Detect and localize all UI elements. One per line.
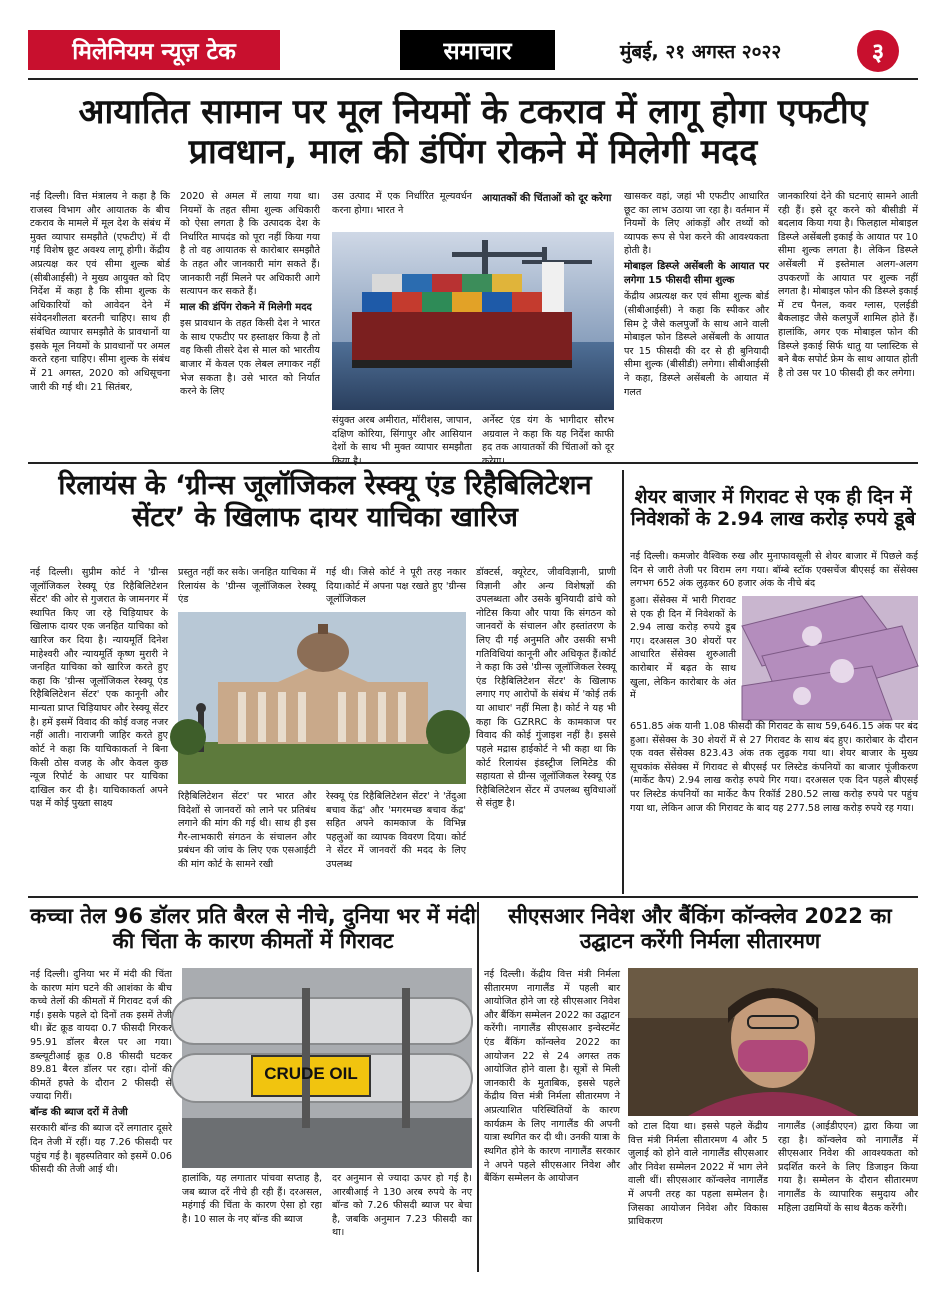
story1-col3-subhead-box bbox=[482, 190, 612, 228]
story4-headline: कच्चा तेल 96 डॉलर प्रति बैरल से नीचे, दुनिया भर में मंदी की चिंता के कारण कीमतों में गिरावट bbox=[30, 904, 476, 953]
finance-minister-photo bbox=[628, 968, 918, 1116]
dateline: मुंबई, २१ अगस्त २०२२ bbox=[620, 41, 782, 63]
divider-1 bbox=[28, 462, 918, 464]
story3-top: नई दिल्ली। कमजोर वैश्विक रुख और मुनाफावसूली से शेयर बाजार में पिछले कई दिन से जारी तेजी पर विराम लग गया। बॉम्बे स्टॉक एक्सचेंज बीएसई का सेंसेक्स लगभग 652 अंक लुढ़कर 60 हजार अंक के नीचे बंद bbox=[630, 551, 918, 590]
crude-oil-label: CRUDE OIL bbox=[264, 1064, 358, 1083]
supreme-court-photo bbox=[178, 612, 466, 784]
story2-col4: डॉक्टर्स, क्यूरेटर, जीवविज्ञानी, प्राणी विज्ञानी और अन्य विशेषज्ञों की उपलब्धता और उसके बुनियादी ढांचे को नोटिस किया और पाया कि संगठन को जानवरों के संचालन और हस्तांतरण के लिए दी गई अनुमति और उसकी सभी गतिविधियां कानूनी और अधिकृत हैं।कोर्ट ने कहा कि उसे 'ग्रीन्स जूलॉजिकल रेस्क्यू एंड रिहैबिलिटेशन सेंटर' के खिलाफ लगाए गए आरोपों के संबंध में 'कोई तर्क या आधार' नहीं मिला है। कोर्ट ने यह भी कहा कि GZRRC के कामकाज पर विवाद की कोई गुंजाइश नहीं है। इससे पहले मद्रास हाईकोर्ट ने भी कहा था कि कोर्ट रिलायंस इंडस्ट्रीज लिमिटेड की सहायता से ग्रीन्स जूलॉजिकल रेस्क्यू एंड रिहैबिलिटेशन सेंटर में उपलब्ध सुविधाओं से संतुष्ट है। bbox=[476, 567, 616, 810]
story5-col1: नई दिल्ली। केंद्रीय वित्त मंत्री निर्मला सीतारमण नागालैंड में पहली बार आयोजित होने जा रहे सीएसआर निवेश और बैंकिंग सम्मेलन 2022 का उद्घाटन करेंगी। नागालैंड सीएसआर इन्वेस्टमेंट एंड बैंकिंग कॉन्क्लेव 2022 का आयोजन 22 से 24 अगस्त तक आयोजित होने वाला है। सूत्रों से मिली जानकारी के मुताबिक, इससे पहले केंद्रीय वित्त मंत्री निर्मला सीतारमण ने अप्रत्याशित परिस्थितियों के कारण कार्यक्रम के लिए नागालैंड की अपनी यात्रा स्थगित कर दी थी। उनकी यात्रा के स्थगित होने के कारण नागालैंड सरकार ने अपने पहले सीएसआर निवेश और बैंकिंग सम्मेलन के आयोजन bbox=[484, 969, 620, 1185]
story4-col3-bottom: दर अनुमान से ज्यादा ऊपर हो गई है। आरबीआई ने 130 अरब रुपये के नए बॉन्ड को 7.26 फीसदी ब्याज पर बेचा है, जबकि अनुमान 7.23 फीसदी का था। bbox=[332, 1173, 472, 1239]
story1-col2b-text: इस प्रावधान के तहत किसी देश ने भारत के साथ एफटीए पर हस्ताक्षर किया है तो वह किसी तीसरे देश से माल को भारतीय बाजार में केवल एक लेबल लगाकर नहीं भेज सकता है। उसे भारत को निर्यात करने के लिए bbox=[180, 318, 320, 398]
story1-col5-text: खासकर वहां, जहां भी एफटीए आधारित छूट का लाभ उठाया जा रहा है। वर्तमान में नियमों के लिए आंकड़ों और तथ्यों को व्यापक रूप से पेश करने की आवश्यकता होती है। bbox=[624, 191, 769, 257]
story1-headline: आयातित सामान पर मूल नियमों के टकराव में लागू होगा एफटीए प्रावधान, माल की डंपिंग रोकने में मिलेगी मदद bbox=[78, 92, 868, 173]
story1-col5-subhead: मोबाइल डिस्प्ले असेंबली के आयात पर लगेगा 15 फीसदी सीमा शुल्क bbox=[624, 261, 769, 287]
story2-col1: नई दिल्ली। सुप्रीम कोर्ट ने 'ग्रीन्स जूलॉजिकल रेस्क्यू एंड रिहैबिलिटेशन सेंटर' की ओर से गुजरात के जामनगर में स्थापित किए जा रहे चिड़ियाघर के खिलाफ दायर एक जनहित याचिका को खारिज कर दिया है। न्यायमूर्ति दिनेश माहेश्वरी और न्यायमूर्ति कृष्ण मुरारी ने जनहित याचिका को खारिज करते हुए कहा कि 'ग्रीन्स जूलॉजिकल रेस्क्यू एंड रिहैबिलिटेशन सेंटर' एक कानूनी और मान्यता प्राप्त चिड़ियाघर और रेस्क्यू सेंटर है। हमें इसमें विवाद की कोई वजह नजर नहीं आती। नाराजगी जाहिर करते हुए कोर्ट ने कहा कि याचिकाकर्ता ने बिना किसी ठोस वजह के और केवल कुछ न्यूज रिपोर्ट के आधार पर याचिका दाखिल कर दी है। याचिकाकर्ता अपने पक्ष में कोई पुख्ता साक्ष्य bbox=[30, 567, 168, 810]
story4-col1-subhead: बॉन्ड की ब्याज दरों में तेजी bbox=[30, 1107, 128, 1119]
story4-col1-text: नई दिल्ली। दुनिया भर में मंदी की चिंता के कारण मांग घटने की आशंका के बीच कच्चे तेलों की कीमतों में गिरावट दर्ज की गई। इसके पहले दो दिनों तक इसमें तेजी थी। ब्रेंट क्रूड वायदा 0.7 फीसदी गिरकर 95.91 डॉलर बैरल पर आ गया। डब्ल्यूटीआई क्रूड 0.8 फीसदी घटकर 89.81 बैरल डॉलर पर रहा। दोनों की कीमतें हफ्ते के दौरान 2 फीसदी से ज्यादा गिरीं। bbox=[30, 969, 172, 1103]
vertical-divider bbox=[622, 470, 624, 894]
story1-col2 bbox=[180, 190, 320, 454]
story2-col2-top: प्रस्तुत नहीं कर सके। जनहित याचिका में रिलायंस के 'ग्रीन्स जूलॉजिकल रेस्क्यू एंड bbox=[178, 567, 316, 606]
story1-col2-text: 2020 से अमल में लाया गया था। नियमों के तहत सीमा शुल्क अधिकारी को ऐसा लगता है कि उत्पादक देश के निर्धारित मापदंड को पूरा नहीं किया गया है तो वह आयातक से कारोबार समझौते के तहत और जानकारी मांग सकते हैं। जानकारी नहीं मिलने पर अधिकारी आगे सत्यापन कर सकते हैं। bbox=[180, 191, 320, 298]
story1-col5 bbox=[624, 190, 769, 454]
story5-col2-bottom: को टाल दिया था। इससे पहले केंद्रीय वित्त मंत्री निर्मला सीतारमण 4 और 5 जुलाई को होने वाले नागालैंड सीएसआर और निवेश सम्मेलन 2022 में भाग लेने वाली थीं। सीएसआर कॉन्क्लेव नागालैंड में अपनी तरह का पहला सम्मेलन है। जिसका आयोजन निवेश और विकास प्राधिकरण bbox=[628, 1121, 768, 1228]
cargo-ship-photo bbox=[332, 232, 614, 410]
story1-col5b-text: केंद्रीय अप्रत्यक्ष कर एवं सीमा शुल्क बोर्ड (सीबीआईसी) ने कहा कि स्पीकर और सिम ट्रे जैसे कलपुर्जों के साथ आने वाली मोबाइल फोन डिस्प्ले असेंबली के आयात पर 15 फीसदी की दर से ही बुनियादी सीमा शुल्क (बीसीडी) लगेगा। सीबीआईसी ने कहा, डिस्प्ले असेंबली के आयात में गलत bbox=[624, 291, 769, 398]
story4-col1b-text: सरकारी बॉन्ड की ब्याज दरें लगातार दूसरे दिन तेजी में रहीं। यह 7.26 फीसदी पर पहुंच गई है। बृहस्पतिवार को इसमें 0.06 फीसदी की तेजी आई थी। bbox=[30, 1123, 172, 1176]
story5-headline: सीएसआर निवेश और बैंकिंग कॉन्क्लेव 2022 का उद्घाटन करेंगी निर्मला सीतारमण bbox=[508, 904, 892, 953]
story5-col3-bottom: नागालैंड (आईडीएएन) द्वारा किया जा रहा है। कॉन्क्लेव को नागालैंड में सीएसआर निवेश की आवश्यकता को प्रदर्शित करने के लिए डिजाइन किया गया है। सम्मेलन के दौरान सीतारमण नागालैंड के व्यापारिक समुदाय और महिला उद्यमियों के साथ बैठक करेंगी। bbox=[778, 1121, 918, 1214]
story2-headline: रिलायंस के ‘ग्रीन्स जूलॉजिकल रेस्क्यू एंड रिहैबिलिटेशन सेंटर’ के खिलाफ दायर याचिका खारिज bbox=[58, 470, 592, 533]
story2-col3-top: गई थी। जिसे कोर्ट ने पूरी तरह नकार दिया।कोर्ट में अपना पक्ष रखते हुए 'ग्रीन्स जूलॉजिकल bbox=[326, 567, 466, 606]
story1-col3-bottom: संयुक्त अरब अमीरात, मॉरीशस, जापान, दक्षिण कोरिया, सिंगापुर और आसियान देशों के साथ भी मुक्त व्यापार समझौता bbox=[332, 415, 472, 454]
story2-col2-bottom: रिहैबिलिटेशन सेंटर' पर भारत और विदेशों से जानवरों को लाने पर प्रतिबंध लगाने की मांग की गई थी। साथ ही इस गैर-लाभकारी संगठन के संचालन और प्रबंधन की जांच के लिए एक एसआईटी की मांग कोर्ट के सामने रखी bbox=[178, 791, 316, 871]
story1-col2-subhead: माल की डंपिंग रोकने में मिलेगी मदद bbox=[180, 301, 312, 313]
divider-2 bbox=[28, 896, 918, 898]
story1-col3-top: उस उत्पाद में एक निर्धारित मूल्यवर्धन करना होगा। भारत ने bbox=[332, 191, 472, 216]
section-label: समाचार bbox=[400, 30, 555, 70]
story3-left: हुआ। सेंसेक्स में भारी गिरावट से एक ही दिन में निवेशकों के 2.94 लाख करोड़ रुपये डूब गए। दरअसल 30 शेयरों पर आधारित सेंसेक्स शुरुआती कारोबार में बढ़त के साथ खुला, लेकिन कारोबार के अंत में bbox=[630, 595, 736, 702]
story1-col6: जानकारियां देने की घटनाएं सामने आती रही हैं। इसे दूर करने को बीसीडी में बदलाव किया गया है। फिलहाल मोबाइल डिस्प्ले असेंबली इकाई के आयात पर 10 सीमा शुल्क लगता है। लेकिन डिस्प्ले असेंबली में इस्तेमाल अलग-अलग उपकरणों के आयात पर शुल्क नहीं लगता है। मोबाइल फोन की डिस्प्ले इकाई में टच पैनल, कवर ग्लास, एलईडी बैकलाइट जैसे कलपुर्जे शामिल होते हैं। हालांकि, अगर एक मोबाइल फोन की डिस्प्ले इकाई सिर्फ धातु या प्लास्टिक से बने बैक सपोर्ट फ्रेम के साथ आयात होती है तो उस पर 10 फीसदी ही कर लगेगा। bbox=[778, 191, 918, 379]
crude-oil-pipe-photo bbox=[182, 968, 472, 1168]
story1-col4-bottom: अर्नेस्ट एंड यंग के भागीदार सौरभ अग्रवाल ने कहा कि यह निर्देश काफी हद तक आयातकों की चिंताओं को दूर bbox=[482, 415, 614, 454]
story1-col1: नई दिल्ली। वित्त मंत्रालय ने कहा है कि राजस्व विभाग और आयातक के बीच टकराव के मामले में मूल देश के संबंध में मुक्त व्यापार समझौते (एफटीए) में दी गई विशेष छूट अवश्य लागू होगी। केंद्रीय अप्रत्यक्ष कर एवं सीमा शुल्क बोर्ड (सीबीआईसी) ने मुख्य आयुक्त को दिए निर्देश में कहा है कि सीमा शुल्क के अधिकारियों को आवेदन देने में संवेदनशीलता बरतनी चाहिए। साथ ही संबंधित व्यापार समझौते के प्रावधानों या इसके मूल नियमों के प्रावधानों पर अमल करते रहना चाहिए। सीमा शुल्क के संबंध में 21 अगस्त, 2020 को अधिसूचना जारी की गई थी। 21 सितंबर, bbox=[30, 191, 170, 393]
brand-label: मिलेनियम न्यूज़ टेक bbox=[28, 30, 280, 70]
story2-col3-bottom: रेस्क्यू एंड रिहैबिलिटेशन सेंटर' ने 'तेंदुआ बचाव केंद्र' और 'मगरमच्छ बचाव केंद्र' सहित अपने कामकाज के विभिन्न पहलुओं का व्यापक विवरण दिया। कोर्ट ने सेंटर में जानवरों की मदद के लिए उपलब्ध bbox=[326, 791, 466, 871]
story3-headline: शेयर बाजार में गिरावट से एक ही दिन में निवेशकों के 2.94 लाख करोड़ रुपये डूबे bbox=[630, 486, 916, 531]
masthead-rule bbox=[28, 78, 918, 80]
story4-col2-bottom: हालांकि, यह लगातार पांचवा सप्ताह है, जब ब्याज दरें नीचे ही रही हैं। दरअसल, महंगाई की चिंता के कारण ऐसा हो रहा है। 10 साल के नए बॉन्ड की ब्याज bbox=[182, 1173, 322, 1225]
page-number: ३ bbox=[857, 30, 899, 72]
story1-col3-subhead: आयातकों की चिंताओं को दूर करेगा bbox=[482, 193, 612, 204]
story3-bottom: 651.85 अंक यानी 1.08 फीसदी की गिरावट के साथ 59,646.15 अंक पर बंद हुआ। सेंसेक्स के 30 शेयरों में से 27 गिरावट के साथ बंद हुए। कारोबार के दौरान एक वक्त सेंसेक्स 823.43 अंक तक लुढ़क गया था। शेयर बाजार के मुख्य सूचकांक सेंसेक्स में गिरावट से बीएसई पर लिस्टेड कंपनियों का बाजार पूंजीकरण (मार्केट कैप) 2.94 लाख करोड़ रुपये गिर गया। दरअसल एक दिन पहले बीएसई पर लिस्टेड कंपनियों का मार्केट कैप रिकॉर्ड 280.52 लाख करोड़ रुपये पर पहुंच गया था, लेकिन आज की गिरावट के बाद यह 277.58 लाख करोड़ रुपये रह गया। bbox=[630, 721, 918, 814]
currency-notes-photo bbox=[742, 596, 918, 720]
story4-col1 bbox=[30, 968, 172, 1268]
vertical-divider-2 bbox=[477, 902, 479, 1272]
